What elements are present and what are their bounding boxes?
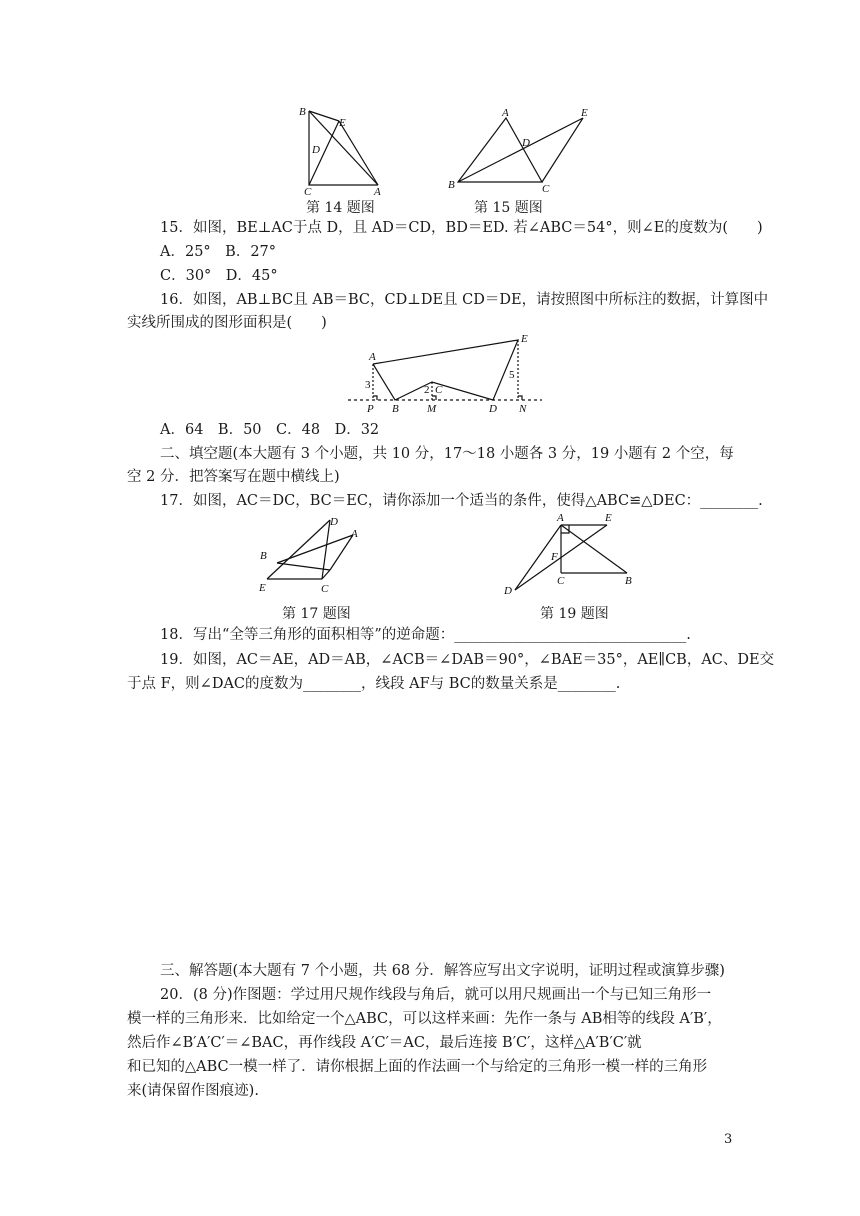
label-d: D <box>312 144 320 156</box>
label-n: N <box>519 403 527 415</box>
label-d: D <box>522 137 530 149</box>
question-20-line-1: 20．(8 分)作图题：学过用尺规作线段与角后，就可以用尺规画出一个与已知三角形一 <box>160 987 712 1003</box>
question-19-line-1: 19．如图，AC＝AE，AD＝AB，∠ACB＝∠DAB＝90°，∠BAE＝35°，AE∥CB，AC、DE交 <box>160 652 775 668</box>
label-b: B <box>260 550 267 562</box>
label-m: M <box>427 403 437 415</box>
question-20-line-4: 和已知的△ABC一模一样了．请你根据上面的作法画一个与给定的三角形一模一样的三角形 <box>127 1059 708 1075</box>
section-3-heading: 三、解答题(本大题有 7 个小题，共 68 分．解答应写出文字说明，证明过程或演算步骤) <box>160 963 725 979</box>
figure-14-caption: 第 14 题图 <box>306 200 375 216</box>
question-15-stem: 15．如图，BE⊥AC于点 D，且 AD＝CD，BD＝ED. 若∠ABC＝54°，则∠E的度数为( ) <box>160 220 763 236</box>
figure-16 <box>340 330 550 415</box>
label-b: B <box>625 575 632 587</box>
question-16-stem-2: 实线所围成的图形面积是( ) <box>127 315 327 331</box>
label-p: P <box>367 403 374 415</box>
question-19-line-2: 于点 F，则∠DAC的度数为________，线段 AF与 BC的数量关系是________. <box>127 676 621 692</box>
label-3: 3 <box>365 379 371 391</box>
figure-14 <box>290 100 400 195</box>
label-2: 2 <box>424 384 430 396</box>
question-20-line-5: 来(请保留作图痕迹). <box>127 1083 259 1099</box>
question-20-line-3: 然后作∠B′A′C′＝∠BAC，再作线段 A′C′＝AC，最后连接 B′C′，这样△A′B′C′就 <box>127 1035 642 1051</box>
label-a: A <box>351 528 358 540</box>
label-d: D <box>330 516 338 528</box>
label-e: E <box>605 512 612 524</box>
label-c: C <box>304 186 312 195</box>
label-e: E <box>521 333 528 345</box>
label-b: B <box>448 179 455 191</box>
figure-19-caption: 第 19 题图 <box>540 606 609 622</box>
page-number: 3 <box>724 1132 733 1147</box>
label-d: D <box>504 585 512 597</box>
label-c: C <box>557 575 565 587</box>
label-c: C <box>435 384 443 396</box>
figure-17-caption: 第 17 题图 <box>282 606 351 622</box>
question-16-stem-1: 16．如图，AB⊥BC且 AB＝BC，CD⊥DE且 CD＝DE，请按照图中所标注的数据，计算图中 <box>160 292 769 308</box>
question-20-line-2: 模一样的三角形来．比如给定一个△ABC，可以这样来画：先作一条与 AB相等的线段 A′B′， <box>127 1011 722 1027</box>
label-a: A <box>369 351 376 363</box>
section-2-heading-1: 二、填空题(本大题有 3 个小题，共 10 分，17～18 小题各 3 分，19 小题有 2 个空，每 <box>160 446 734 462</box>
label-e: E <box>259 582 266 594</box>
question-16-options: A．64 B．50 C．48 D．32 <box>160 422 380 438</box>
question-15-options-ab: A．25° B．27° <box>160 244 277 260</box>
question-15-options-cd: C．30° D．45° <box>160 268 278 284</box>
label-5: 5 <box>509 369 515 381</box>
label-b: B <box>299 106 306 118</box>
figure-15-caption: 第 15 题图 <box>474 200 543 216</box>
label-e: E <box>339 117 346 129</box>
section-2-heading-2: 空 2 分．把答案写在题中横线上) <box>127 469 340 485</box>
label-d: D <box>489 403 497 415</box>
figure-17 <box>255 515 370 600</box>
label-b: B <box>392 403 399 415</box>
label-a: A <box>502 107 509 119</box>
label-a: A <box>557 512 564 524</box>
question-18: 18．写出“全等三角形的面积相等”的逆命题：________________________________. <box>160 627 691 643</box>
figure-19 <box>495 508 645 598</box>
figure-15 <box>440 104 600 194</box>
label-f: F <box>551 551 558 563</box>
question-17: 17．如图，AC＝DC，BC＝EC，请你添加一个适当的条件，使得△ABC≌△DEC：________. <box>160 493 763 509</box>
label-a: A <box>374 186 381 195</box>
label-e: E <box>581 107 588 119</box>
label-c: C <box>321 583 329 595</box>
label-c: C <box>542 183 550 194</box>
